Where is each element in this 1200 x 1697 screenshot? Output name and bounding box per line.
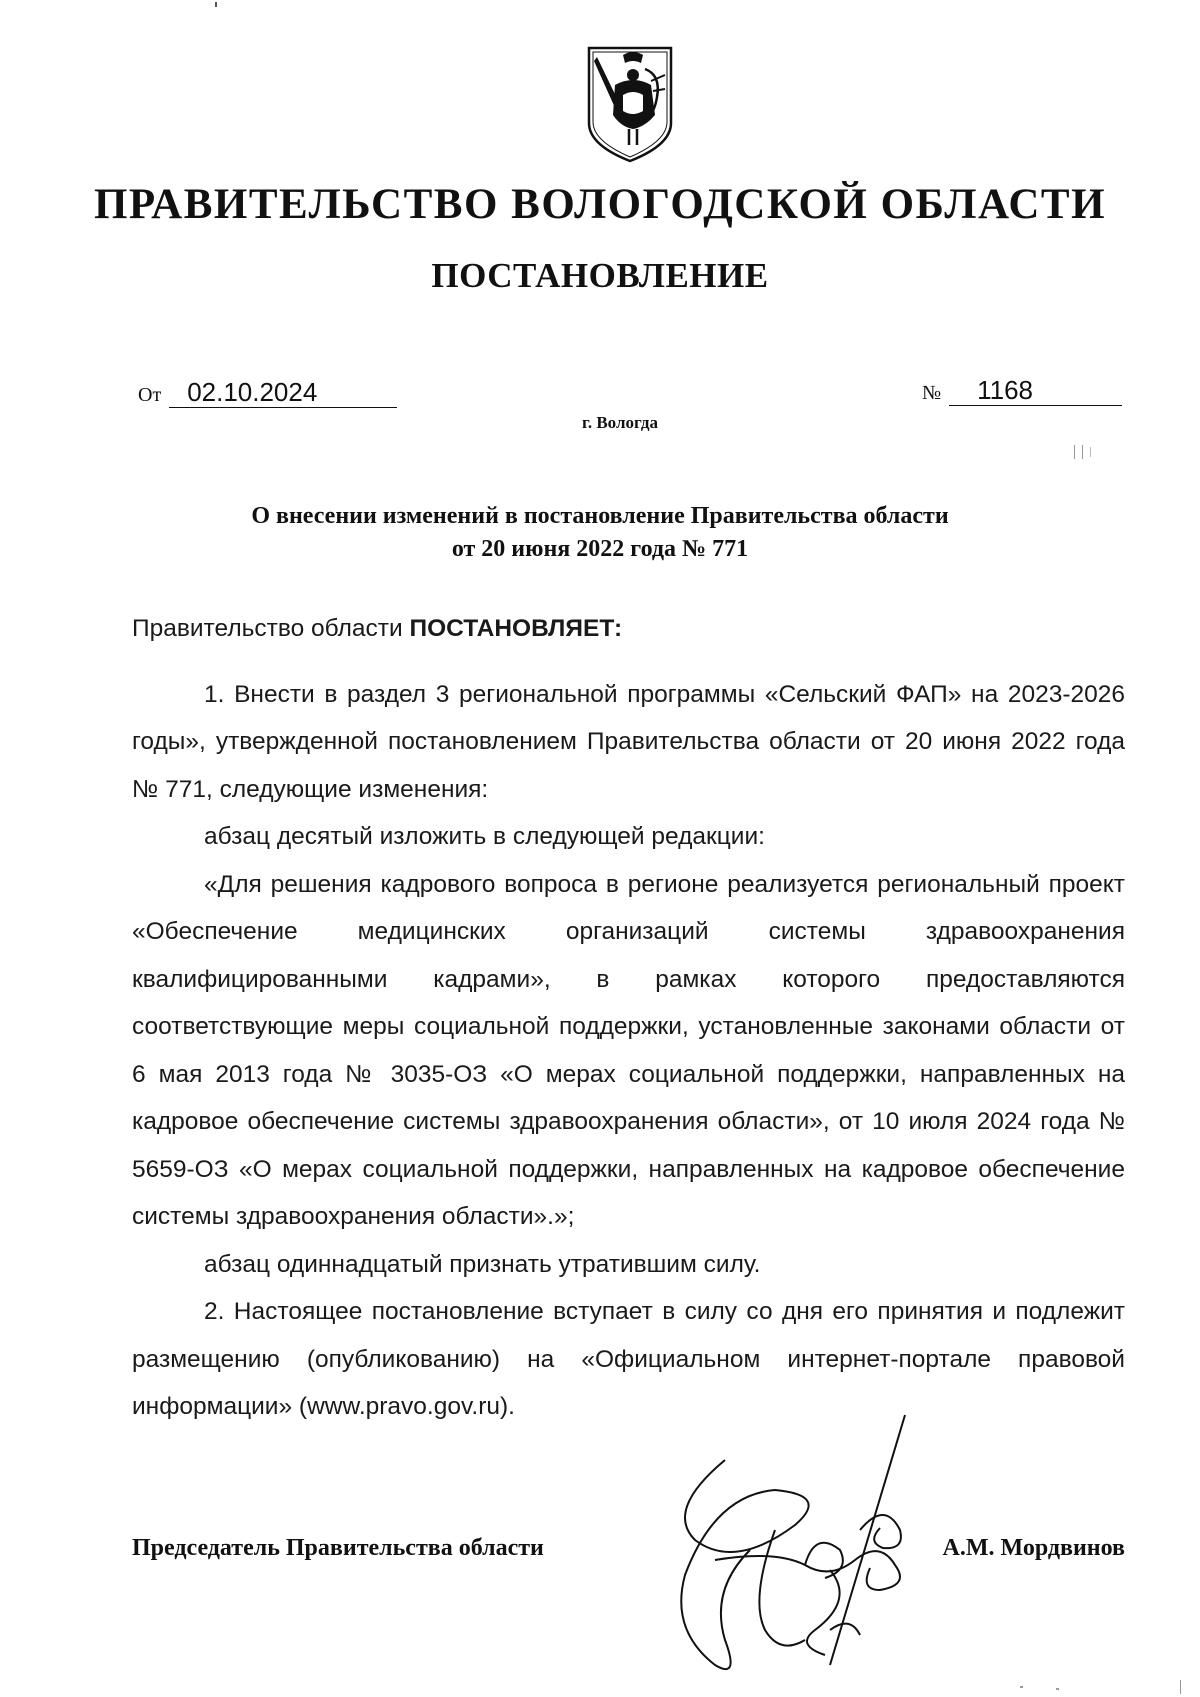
paragraph-1: 1. Внести в раздел 3 региональной программы «Сельский ФАП» на 2023-2026 годы», утвержденной постановлением Правительства области от 20 июня 2022 года № 771, следующие изменения:	[132, 680, 1125, 803]
coat-of-arms-icon	[585, 45, 675, 163]
date-label: От	[138, 384, 162, 406]
decree-intro: Правительство области	[132, 615, 403, 642]
city-label: г. Вологда	[582, 413, 658, 432]
handwritten-signature-icon	[655, 1400, 975, 1690]
date-value: 02.10.2024	[169, 377, 397, 408]
document-subject	[0, 500, 1200, 566]
paragraph-3: «Для решения кадрового вопроса в регионе реализуется региональный проект «Обеспечение медицинских организаций системы здравоохранения квалифицированными кадрами», в рамках которого предоставляются соответствующие меры социальной поддержки, установленные законами области от 6 мая 2013 года № 3035-ОЗ «О мерах социальной поддержки, направленных на кадровое обеспечение системы здравоохранения области», от 10 июля 2024 года № 5659-ОЗ «О мерах социальной поддержки, направленных на кадровое обеспечение системы здравоохранения области».»;	[132, 870, 1125, 1230]
document-body	[132, 605, 1125, 1431]
decree-word: ПОСТАНОВЛЯЕТ:	[409, 615, 623, 642]
decree-line	[132, 605, 1125, 653]
date-field	[138, 377, 397, 408]
number-field	[922, 375, 1122, 406]
subject-line-1: О внесении изменений в постановление Правительства области	[251, 503, 949, 529]
subject-line-2: от 20 июня 2022 года № 771	[451, 536, 749, 562]
organization-title: ПРАВИТЕЛЬСТВО ВОЛОГОДСКОЙ ОБЛАСТИ	[93, 181, 1107, 228]
paragraph-4: абзац одиннадцатый признать утратившим силу.	[204, 1250, 761, 1278]
signer-name: А.М. Мордвинов	[942, 1535, 1125, 1561]
paragraph-5: 2. Настоящее постановление вступает в силу со дня его принятия и подлежит размещению (опубликованию) на «Официальном интернет-портале правовой информации» (www.pravo.gov.ru).	[132, 1298, 1125, 1420]
paragraph-2: абзац десятый изложить в следующей редакции:	[204, 823, 765, 850]
number-label: №	[922, 382, 942, 404]
document-type: ПОСТАНОВЛЕНИЕ	[431, 256, 769, 295]
signer-position: Председатель Правительства области	[132, 1535, 544, 1561]
number-value: 1168	[949, 375, 1122, 406]
